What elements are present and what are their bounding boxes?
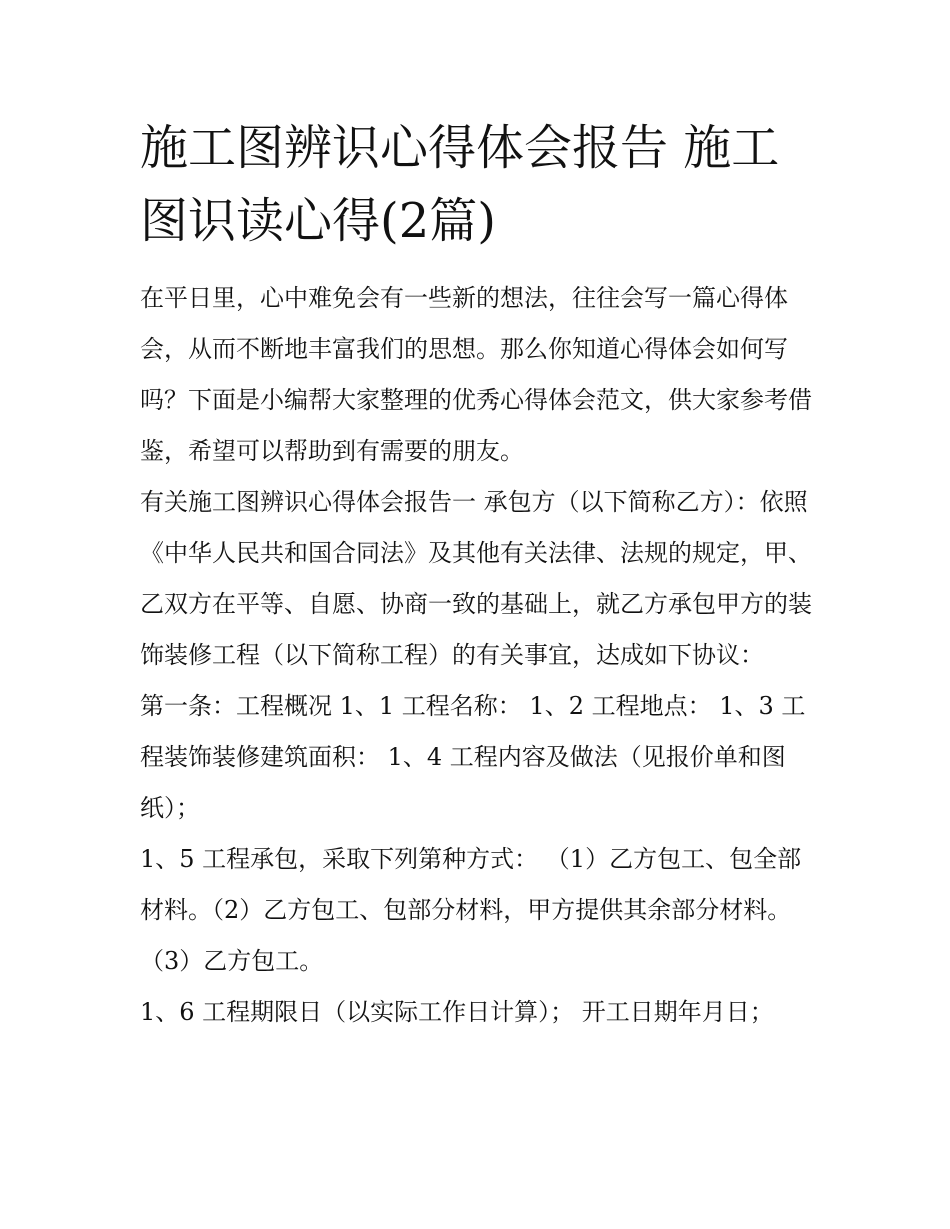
project-period-paragraph: 1、6 工程期限日（以实际工作日计算）； 开工日期年月日； <box>140 998 774 1026</box>
contracting-method-paragraph: 1、5 工程承包，采取下列第种方式： （1）乙方包工、包全部材料。（2）乙方包工、包部分材料，甲方提供其余部分材料。（3）乙方包工。 <box>140 845 802 975</box>
project-overview-paragraph: 第一条：工程概况 1、1 工程名称： 1、2 工程地点： 1、3 工程装饰装修建筑面积： 1、4 工程内容及做法（见报价单和图纸）； <box>140 692 806 822</box>
document-title: 施工图辨识心得体会报告 施工图识读心得(2篇) <box>140 120 780 249</box>
contract-intro-paragraph: 有关施工图辨识心得体会报告一 承包方（以下简称乙方）：依照《中华人民共和国合同法》及其他有关法律、法规的规定，甲、乙双方在平等、自愿、协商一致的基础上，就乙方承包甲方的装饰装修工程（以下简称工程）的有关事宜，达成如下协议： <box>140 488 812 669</box>
intro-paragraph: 在平日里，心中难免会有一些新的想法，往往会写一篇心得体会，从而不断地丰富我们的思想。那么你知道心得体会如何写吗？下面是小编帮大家整理的优秀心得体会范文，供大家参考借鉴，希望可以帮助到有需要的朋友。 <box>140 284 812 465</box>
document-page <box>140 112 815 1038</box>
